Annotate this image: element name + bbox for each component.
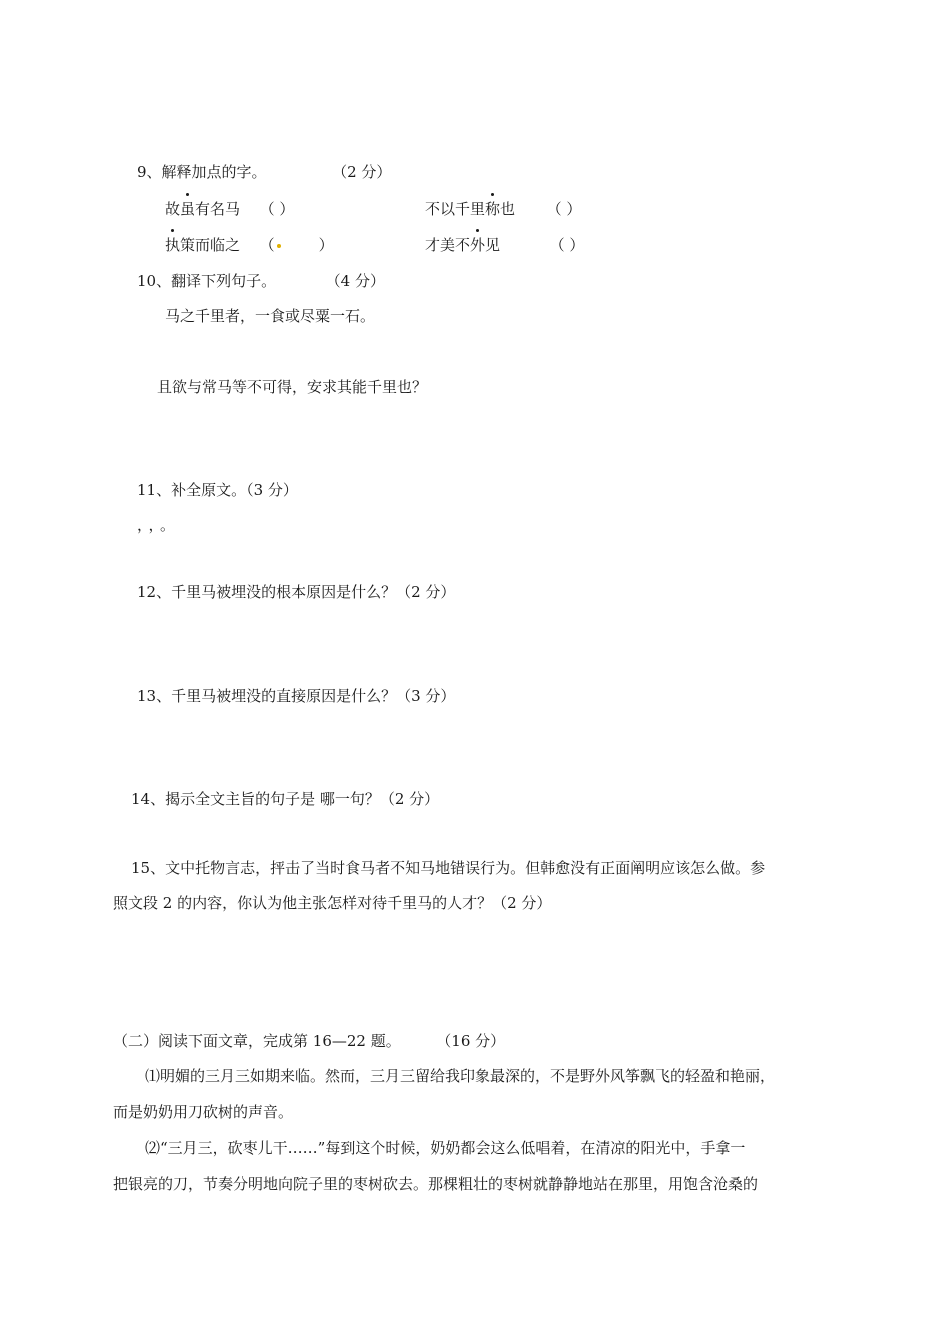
section-2-title: （二）阅读下面文章，完成第 16—22 题。 bbox=[113, 1032, 401, 1050]
q9-heading bbox=[137, 162, 391, 182]
q12-title: 12、千里马被埋没的根本原因是什么？（2 分） bbox=[137, 583, 456, 601]
q9-title: 9、解释加点的字。 bbox=[137, 163, 267, 181]
q9-item-4: 才美不外见 （ ） bbox=[425, 236, 585, 254]
q10-sentence-1: 马之千里者，一食或尽粟一石。 bbox=[165, 307, 376, 325]
q10-sentence-2: 且欲与常马等不可得，安求其能千里也？ bbox=[157, 378, 428, 396]
q11-title: 11、补全原文。（3 分） bbox=[137, 481, 298, 499]
q15-line-1: 15、文中托物言志，抨击了当时食马者不知马地错误行为。但韩愈没有正面阐明应该怎么做。参 bbox=[131, 859, 766, 877]
answer-blank[interactable]: （ ） bbox=[259, 236, 334, 254]
dotted-char: 外 bbox=[470, 236, 486, 254]
answer-blank[interactable]: （ ） bbox=[546, 200, 582, 218]
paragraph-1-line-1: ⑴明媚的三月三如期来临。然而，三月三留给我印象最深的，不是野外风筝飘飞的轻盈和艳丽， bbox=[145, 1067, 776, 1085]
q9-item-1: 故虽有名马 （ ） bbox=[165, 200, 295, 218]
section-2-heading bbox=[113, 1031, 505, 1051]
paragraph-2-line-2: 把银亮的刀，节奏分明地向院子里的枣树砍去。那棵粗壮的枣树就静静地站在那里，用饱含沧桑的 bbox=[113, 1175, 759, 1193]
q10-score: （4 分） bbox=[325, 272, 385, 290]
q14-title: 14、揭示全文主旨的句子是 哪一句？（2 分） bbox=[131, 790, 440, 808]
dotted-char: 执 bbox=[165, 236, 181, 254]
q11-punctuation: ，，。 bbox=[137, 516, 180, 534]
section-2-score: （16 分） bbox=[436, 1032, 506, 1050]
paragraph-1-line-2: 而是奶奶用刀砍树的声音。 bbox=[113, 1103, 294, 1121]
q9-item-2: 不以千里称也 （ ） bbox=[425, 200, 582, 218]
answer-blank[interactable]: （ ） bbox=[549, 236, 585, 254]
q9-item-3: 执策而临之 （ ） bbox=[165, 236, 334, 254]
q15-line-2: 照文段 2 的内容，你认为他主张怎样对待千里马的人才？（2 分） bbox=[113, 894, 552, 912]
dotted-char: 称 bbox=[485, 200, 501, 218]
answer-blank[interactable]: （ ） bbox=[259, 200, 295, 218]
yellow-mark-icon bbox=[277, 244, 281, 248]
q13-title: 13、千里马被埋没的直接原因是什么？（3 分） bbox=[137, 687, 456, 705]
q9-score: （2 分） bbox=[332, 163, 392, 181]
paragraph-2-line-1: ⑵“三月三，砍枣儿干……”每到这个时候，奶奶都会这么低唱着，在清凉的阳光中，手拿一 bbox=[145, 1139, 746, 1157]
dotted-char: 虽 bbox=[180, 200, 196, 218]
q10-title: 10、翻译下列句子。 bbox=[137, 272, 277, 290]
q10-heading bbox=[137, 271, 385, 291]
